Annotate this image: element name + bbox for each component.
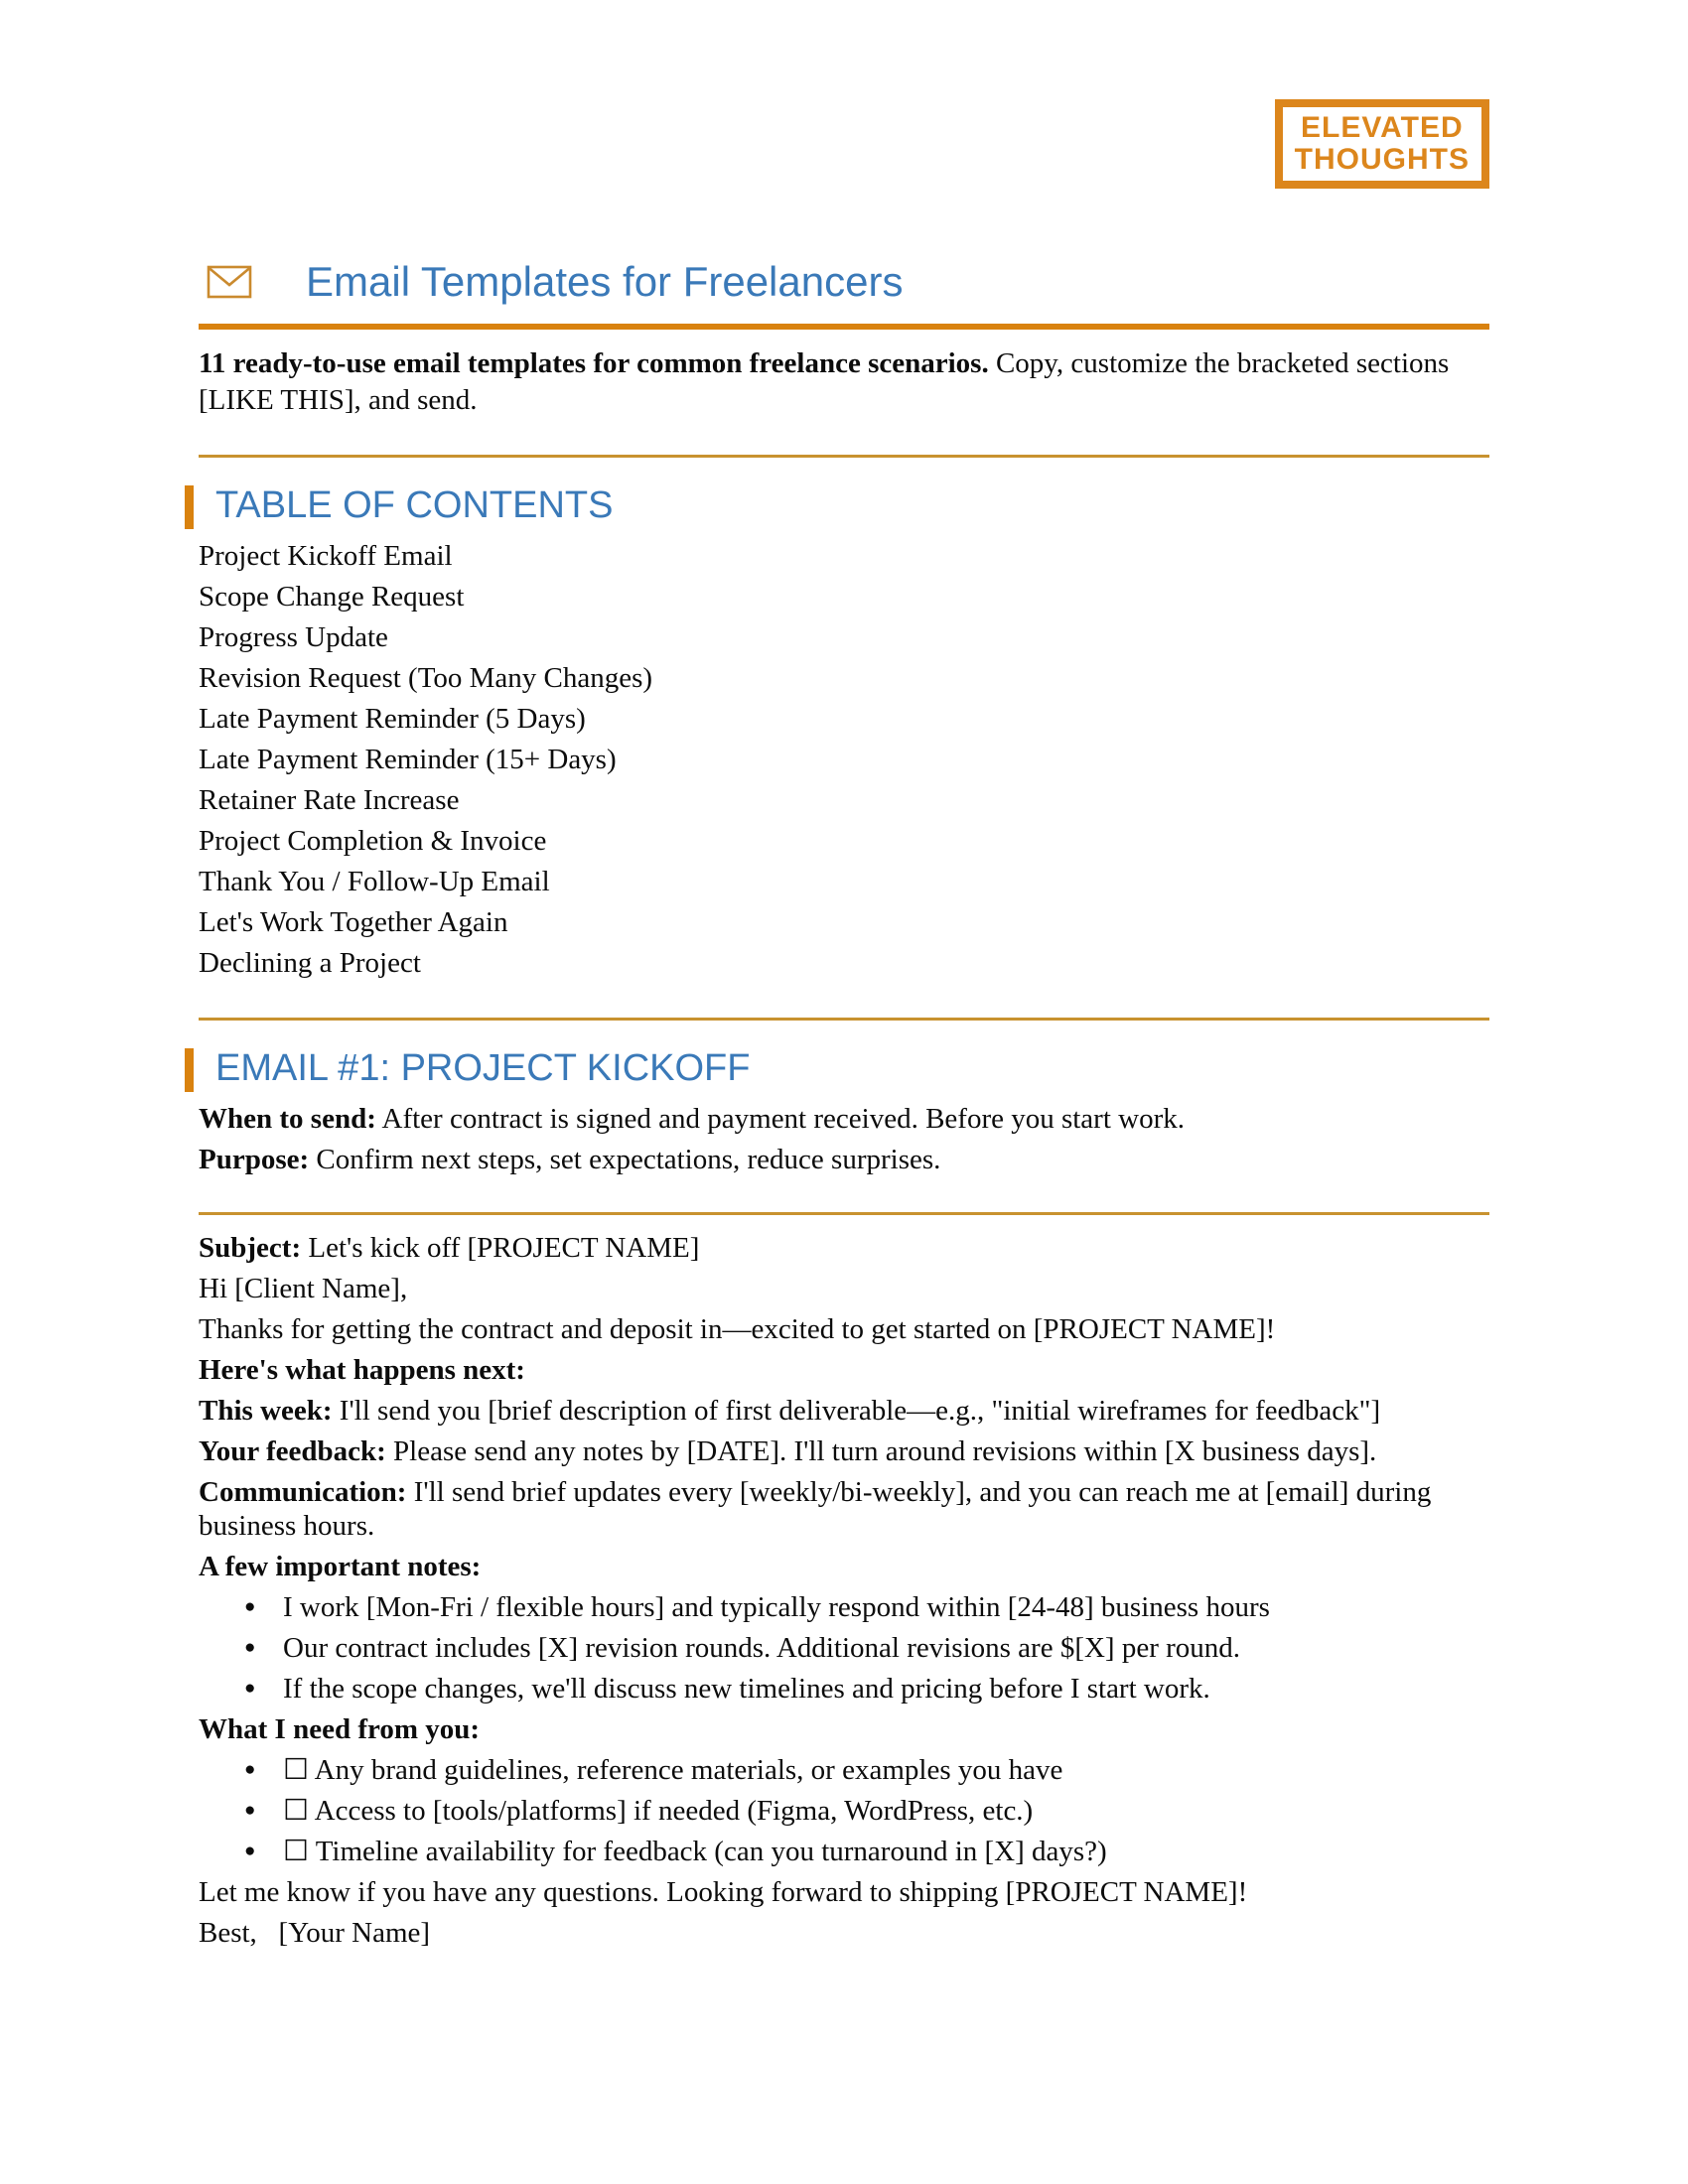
section-divider — [199, 1018, 1489, 1021]
intro-bold-text: 11 ready-to-use email templates for common freelance scenarios. — [199, 347, 989, 379]
paragraph: Hi [Client Name], — [199, 1273, 408, 1304]
labeled-paragraph — [199, 1143, 1489, 1176]
logo-row — [199, 99, 1489, 189]
section-divider — [199, 1212, 1489, 1215]
paragraph-bold-text: What I need from you: — [199, 1713, 481, 1745]
paragraph-text: After contract is signed and payment received. Before you start work. — [375, 1103, 1185, 1135]
paragraph — [199, 1550, 1489, 1583]
toc-item: Thank You / Follow-Up Email — [199, 866, 550, 897]
title-row — [199, 258, 1489, 306]
paragraph-label: This week: — [199, 1395, 333, 1427]
paragraph-bold-text: A few important notes: — [199, 1551, 482, 1582]
intro-paragraph — [199, 345, 1489, 419]
bullet-text: I work [Mon-Fri / flexible hours] and typically respond within [24-48] business hours — [283, 1591, 1270, 1623]
paragraph-text: I'll send you [brief description of first deliverable—e.g., "initial wireframes for feedback"] — [332, 1395, 1381, 1427]
toc-item: Project Kickoff Email — [199, 540, 453, 572]
paragraph: Thanks for getting the contract and deposit in—excited to get started on [PROJECT NAME]! — [199, 1313, 1276, 1345]
bullet-item — [199, 1672, 1489, 1706]
labeled-paragraph — [199, 1475, 1489, 1543]
bullet-marker-icon: ● — [244, 1678, 256, 1699]
bullet-marker-icon: ● — [244, 1637, 256, 1658]
paragraph-text: I'll send brief updates every [weekly/bi-weekly], and you can reach me at [email] during business hours. — [199, 1476, 1439, 1542]
labeled-paragraph — [199, 1231, 1489, 1265]
email1-meta — [199, 1102, 1489, 1176]
labeled-paragraph — [199, 1434, 1489, 1468]
paragraph-text: Please send any notes by [DATE]. I'll turn around revisions within [X business days]. — [385, 1435, 1377, 1467]
toc-item: Late Payment Reminder (15+ Days) — [199, 744, 617, 775]
bullet-text: ☐ Any brand guidelines, reference materials, or examples you have — [283, 1754, 1063, 1786]
toc-item: Progress Update — [199, 621, 388, 653]
bullet-item — [199, 1590, 1489, 1624]
section-divider — [199, 455, 1489, 458]
paragraph-text: Confirm next steps, set expectations, reduce surprises. — [309, 1144, 941, 1175]
brand-logo-line1: ELEVATED — [1301, 111, 1464, 144]
envelope-icon — [207, 265, 252, 299]
bullet-marker-icon: ● — [244, 1841, 256, 1861]
toc-list — [199, 539, 1489, 980]
paragraph-label: Your feedback: — [199, 1435, 386, 1467]
bullet-text: Our contract includes [X] revision rounds. Additional revisions are $[X] per round. — [283, 1632, 1241, 1664]
paragraph-label: When to send: — [199, 1103, 376, 1135]
bullet-text: If the scope changes, we'll discuss new timelines and pricing before I start work. — [283, 1673, 1210, 1705]
toc-item: Revision Request (Too Many Changes) — [199, 662, 653, 694]
page-title: Email Templates for Freelancers — [306, 258, 904, 305]
bullet-item — [199, 1753, 1489, 1787]
paragraph-bold-text: Here's what happens next: — [199, 1354, 525, 1386]
toc-item: Declining a Project — [199, 947, 421, 979]
toc-item: Project Completion & Invoice — [199, 825, 547, 857]
paragraph-label: Communication: — [199, 1476, 407, 1508]
paragraph-label: Purpose: — [199, 1144, 310, 1175]
toc-item: Let's Work Together Again — [199, 906, 508, 938]
paragraph — [199, 1712, 1489, 1746]
toc-item: Late Payment Reminder (5 Days) — [199, 703, 586, 735]
bullet-text: ☐ Access to [tools/platforms] if needed (Figma, WordPress, etc.) — [283, 1795, 1034, 1827]
email1-body — [199, 1231, 1489, 1950]
bullet-item — [199, 1794, 1489, 1828]
bullet-marker-icon: ● — [244, 1759, 256, 1780]
brand-logo — [1275, 99, 1489, 189]
labeled-paragraph — [199, 1102, 1489, 1136]
bullet-item — [199, 1631, 1489, 1665]
bullet-text: ☐ Timeline availability for feedback (can you turnaround in [X] days?) — [283, 1836, 1107, 1867]
toc-item: Retainer Rate Increase — [199, 784, 460, 816]
toc-item: Scope Change Request — [199, 581, 465, 613]
paragraph-text: Let's kick off [PROJECT NAME] — [301, 1232, 700, 1264]
paragraph — [199, 1353, 1489, 1387]
paragraph: Best, [Your Name] — [199, 1917, 431, 1949]
paragraph: Let me know if you have any questions. Looking forward to shipping [PROJECT NAME]! — [199, 1876, 1248, 1908]
title-divider — [199, 324, 1489, 330]
paragraph-label: Subject: — [199, 1232, 302, 1264]
email1-heading: EMAIL #1: PROJECT KICKOFF — [215, 1046, 1489, 1090]
brand-logo-line2: THOUGHTS — [1294, 143, 1470, 176]
bullet-marker-icon: ● — [244, 1800, 256, 1821]
bullet-marker-icon: ● — [244, 1596, 256, 1617]
labeled-paragraph — [199, 1394, 1489, 1428]
bullet-item — [199, 1835, 1489, 1868]
intro-rest-text: Copy, customize the bracketed sections [LIKE THIS], and send. — [199, 347, 1450, 416]
toc-heading: TABLE OF CONTENTS — [215, 483, 1489, 527]
